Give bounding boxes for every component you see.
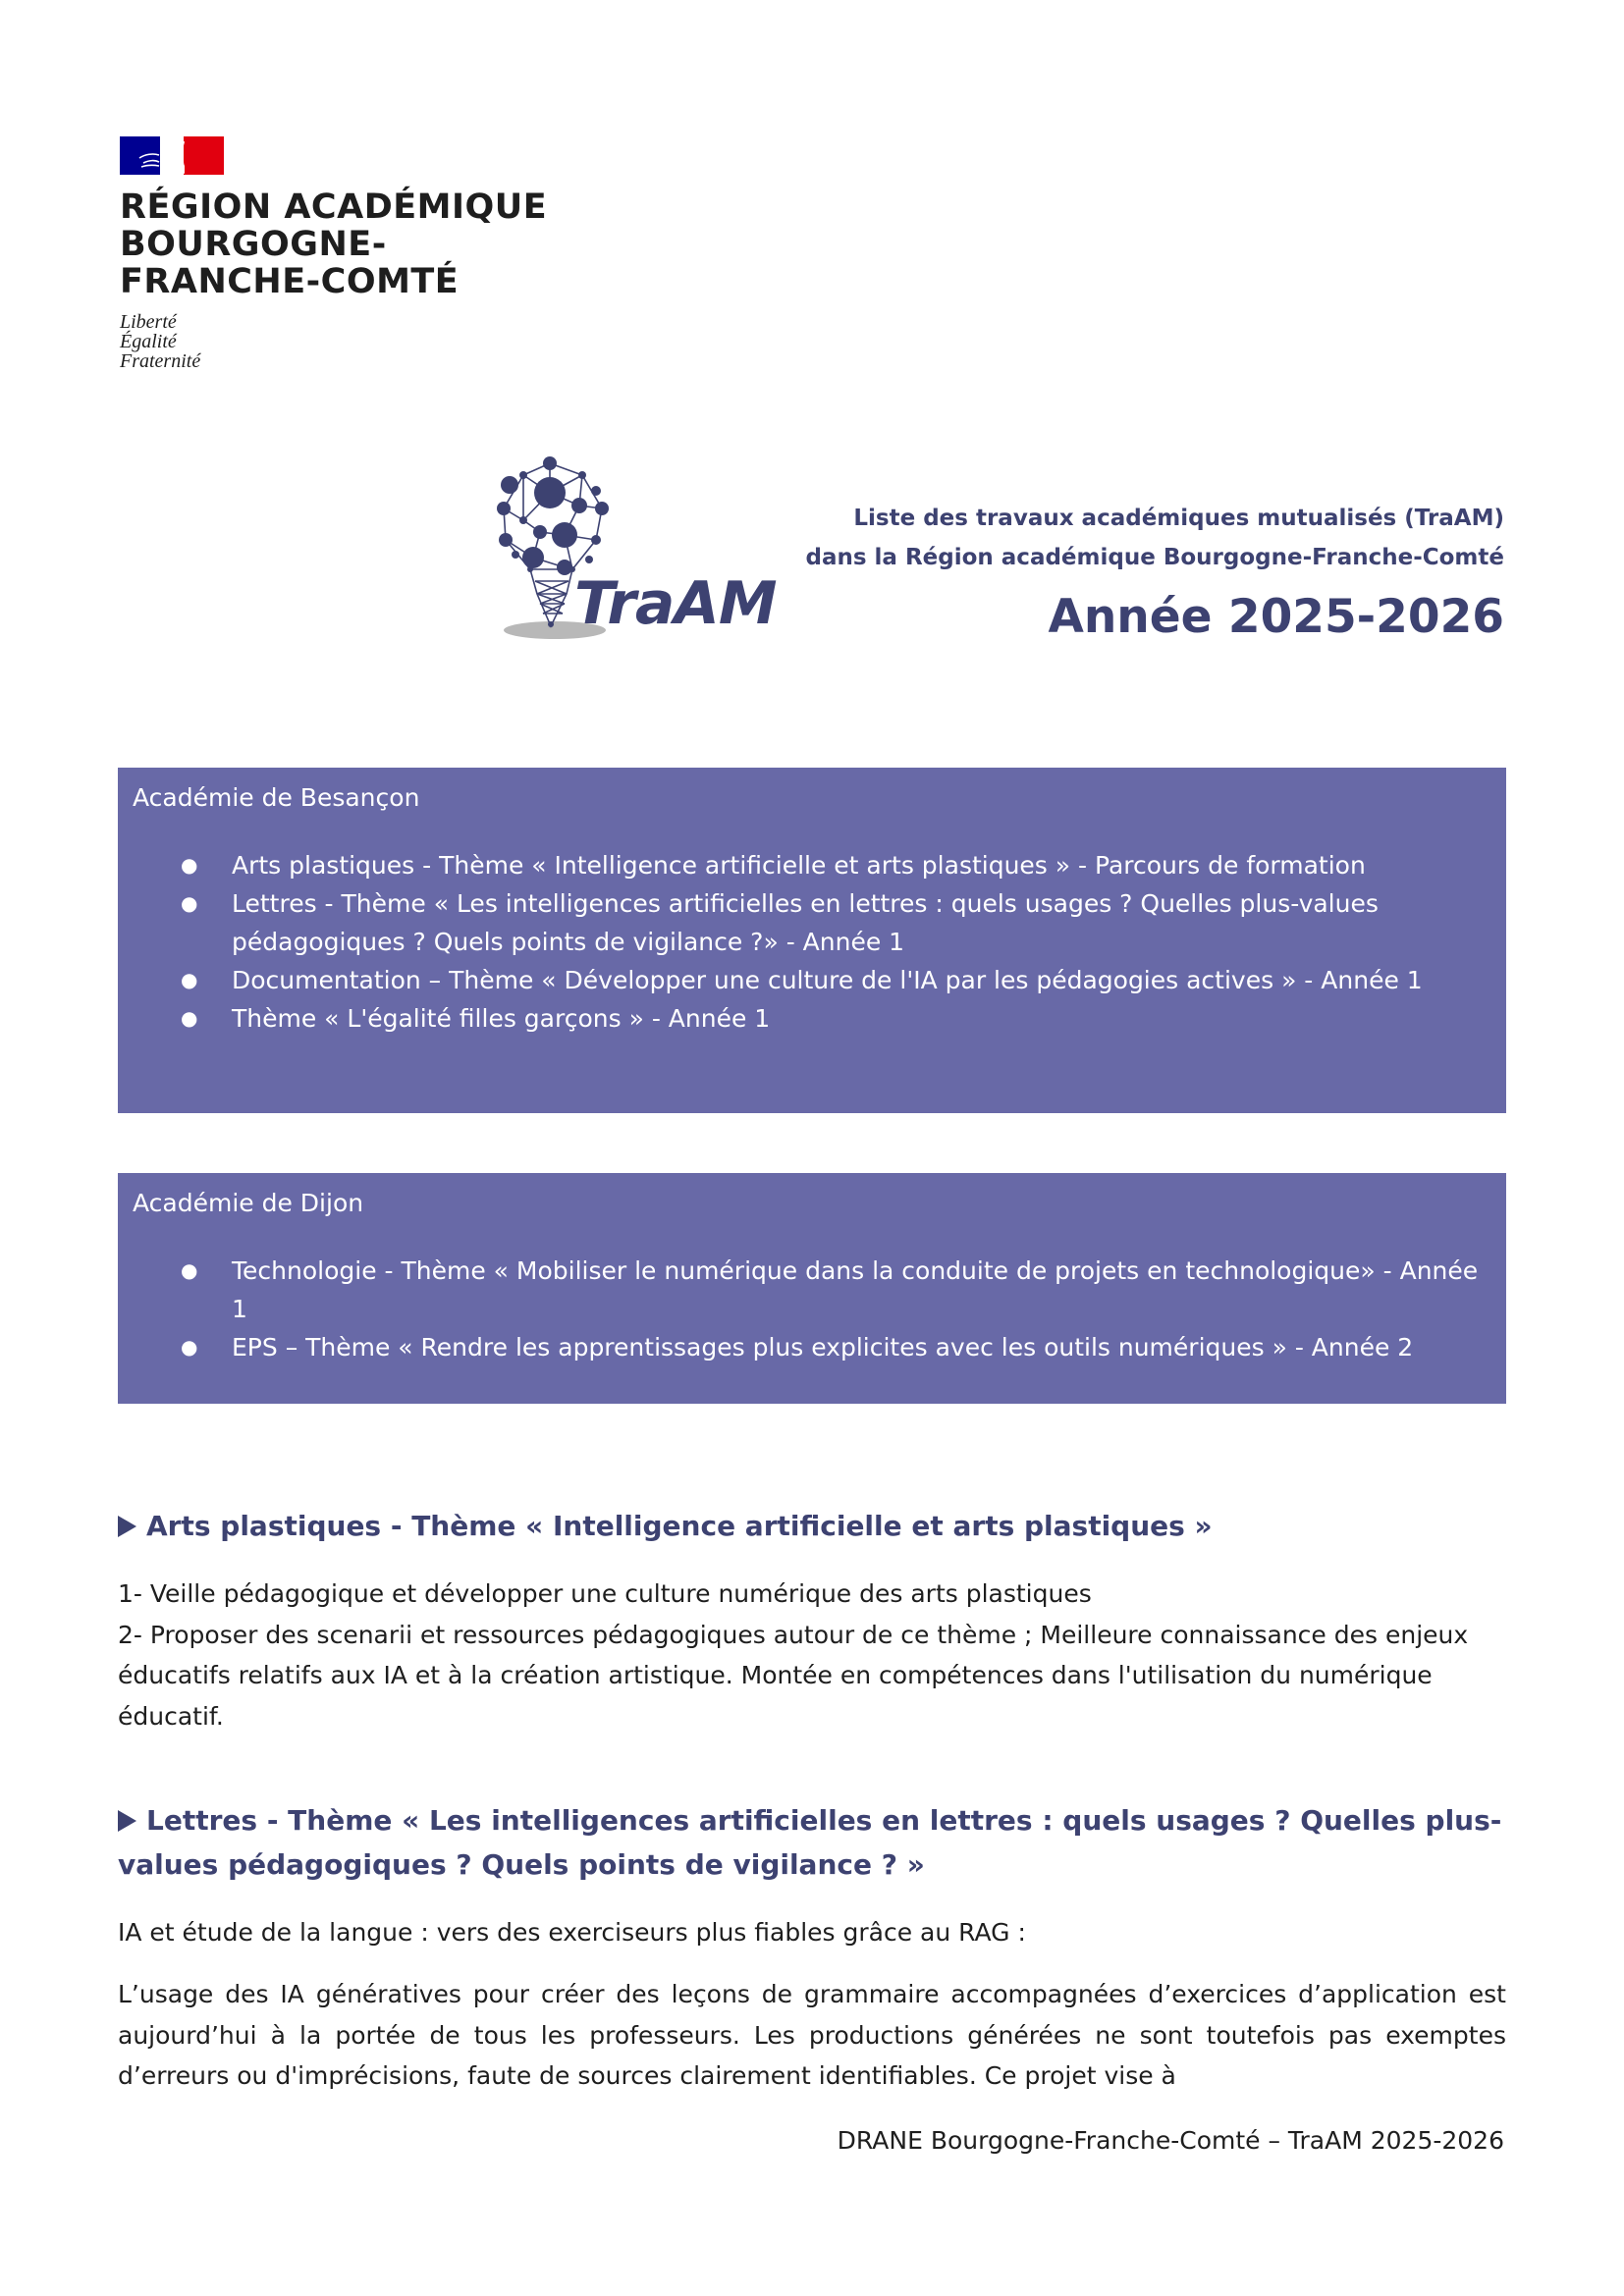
region-name-line: RÉGION ACADÉMIQUE [120, 187, 548, 227]
bullet-icon: ● [181, 891, 198, 915]
list-item-text: Thème « L'égalité filles garçons » - Année 1 [232, 1004, 771, 1033]
bullet-icon: ● [181, 1258, 198, 1282]
body-paragraph: L’usage des IA génératives pour créer des leçons de grammaire accompagnées d’exercices d’application est aujourd’hui à la portée de tous les professeurs. Les productions générées ne sont toutefois pas exemptes d’erreurs ou d'imprécisions, faute de sources clairement identifiables. Ce projet vise à [118, 1980, 1506, 2090]
section-body-arts-plastiques [118, 1574, 1506, 1736]
header-title-line-2: dans la Région académique Bourgogne-Franche-Comté [805, 545, 1504, 570]
list-item-text: Lettres - Thème « Les intelligences artificielles en lettres : quels usages ? Quelles plus-values pédagogiques ? Quels points de vigilance ?» - Année 1 [232, 889, 1379, 956]
devise-line: Égalité [120, 331, 177, 352]
section-subtitle-lettres [118, 1912, 1506, 1953]
list-item-text: Arts plastiques - Thème « Intelligence artificielle et arts plastiques » - Parcours de formation [232, 851, 1366, 880]
list-item [118, 961, 1506, 999]
body-subtitle: IA et étude de la langue : vers des exerciseurs plus fiables grâce au RAG : [118, 1918, 1026, 1947]
section-heading-text: Arts plastiques - Thème « Intelligence artificielle et arts plastiques » [146, 1510, 1213, 1542]
region-name-line: BOURGOGNE- [120, 225, 387, 264]
header-year: Année 2025-2026 [1048, 590, 1504, 644]
document-header [805, 499, 1504, 650]
academie-besancon-box [118, 768, 1506, 1113]
traam-logo-text: TraAM [574, 569, 777, 638]
marianne-flag-icon [120, 136, 224, 175]
bullet-icon: ● [181, 968, 198, 991]
region-name-line: FRANCHE-COMTÉ [120, 262, 460, 301]
devise [120, 312, 547, 371]
list-item [118, 1328, 1506, 1366]
list-item-text: Technologie - Thème « Mobiliser le numérique dans la conduite de projets en technologique» - Année 1 [232, 1256, 1479, 1323]
devise-line: Liberté [120, 311, 177, 333]
triangle-right-icon [118, 1810, 136, 1832]
bullet-icon: ● [181, 853, 198, 877]
devise-line: Fraternité [120, 350, 201, 372]
body-line: 2- Proposer des scenarii et ressources pédagogiques autour de ce thème ; Meilleure connaissance des enjeux éducatifs relatifs aux IA et à la création artistique. Montée en compétences dans l'utilisation du numérique éducatif. [118, 1620, 1469, 1731]
project-list [118, 1252, 1506, 1366]
region-logo [120, 136, 547, 371]
triangle-right-icon [118, 1516, 136, 1537]
traam-logo [486, 452, 781, 648]
page-footer: DRANE Bourgogne-Franche-Comté – TraAM 2025-2026 [837, 2126, 1504, 2155]
header-title-line-1: Liste des travaux académiques mutualisés (TraAM) [853, 506, 1504, 531]
section-heading-text: Lettres - Thème « Les intelligences artificielles en lettres : quels usages ? Quelles plus-values pédagogiques ? Quels points de vigilance ? » [118, 1804, 1502, 1881]
list-item [118, 846, 1506, 884]
section-body-lettres [118, 1974, 1506, 2097]
academie-title: Académie de Dijon [133, 1189, 364, 1217]
section-heading-arts-plastiques [118, 1504, 1506, 1548]
list-item-text: Documentation – Thème « Développer une culture de l'IA par les pédagogies actives » - Année 1 [232, 966, 1423, 994]
academie-dijon-box [118, 1173, 1506, 1404]
section-heading-lettres [118, 1798, 1506, 1887]
list-item [118, 1252, 1506, 1328]
bullet-icon: ● [181, 1335, 198, 1359]
list-item [118, 999, 1506, 1038]
project-list [118, 846, 1506, 1038]
bullet-icon: ● [181, 1006, 198, 1030]
academie-title: Académie de Besançon [133, 783, 420, 812]
region-name [120, 188, 547, 300]
list-item-text: EPS – Thème « Rendre les apprentissages plus explicites avec les outils numériques » - Année 2 [232, 1333, 1414, 1362]
body-line: 1- Veille pédagogique et développer une culture numérique des arts plastiques [118, 1579, 1092, 1608]
list-item [118, 884, 1506, 961]
